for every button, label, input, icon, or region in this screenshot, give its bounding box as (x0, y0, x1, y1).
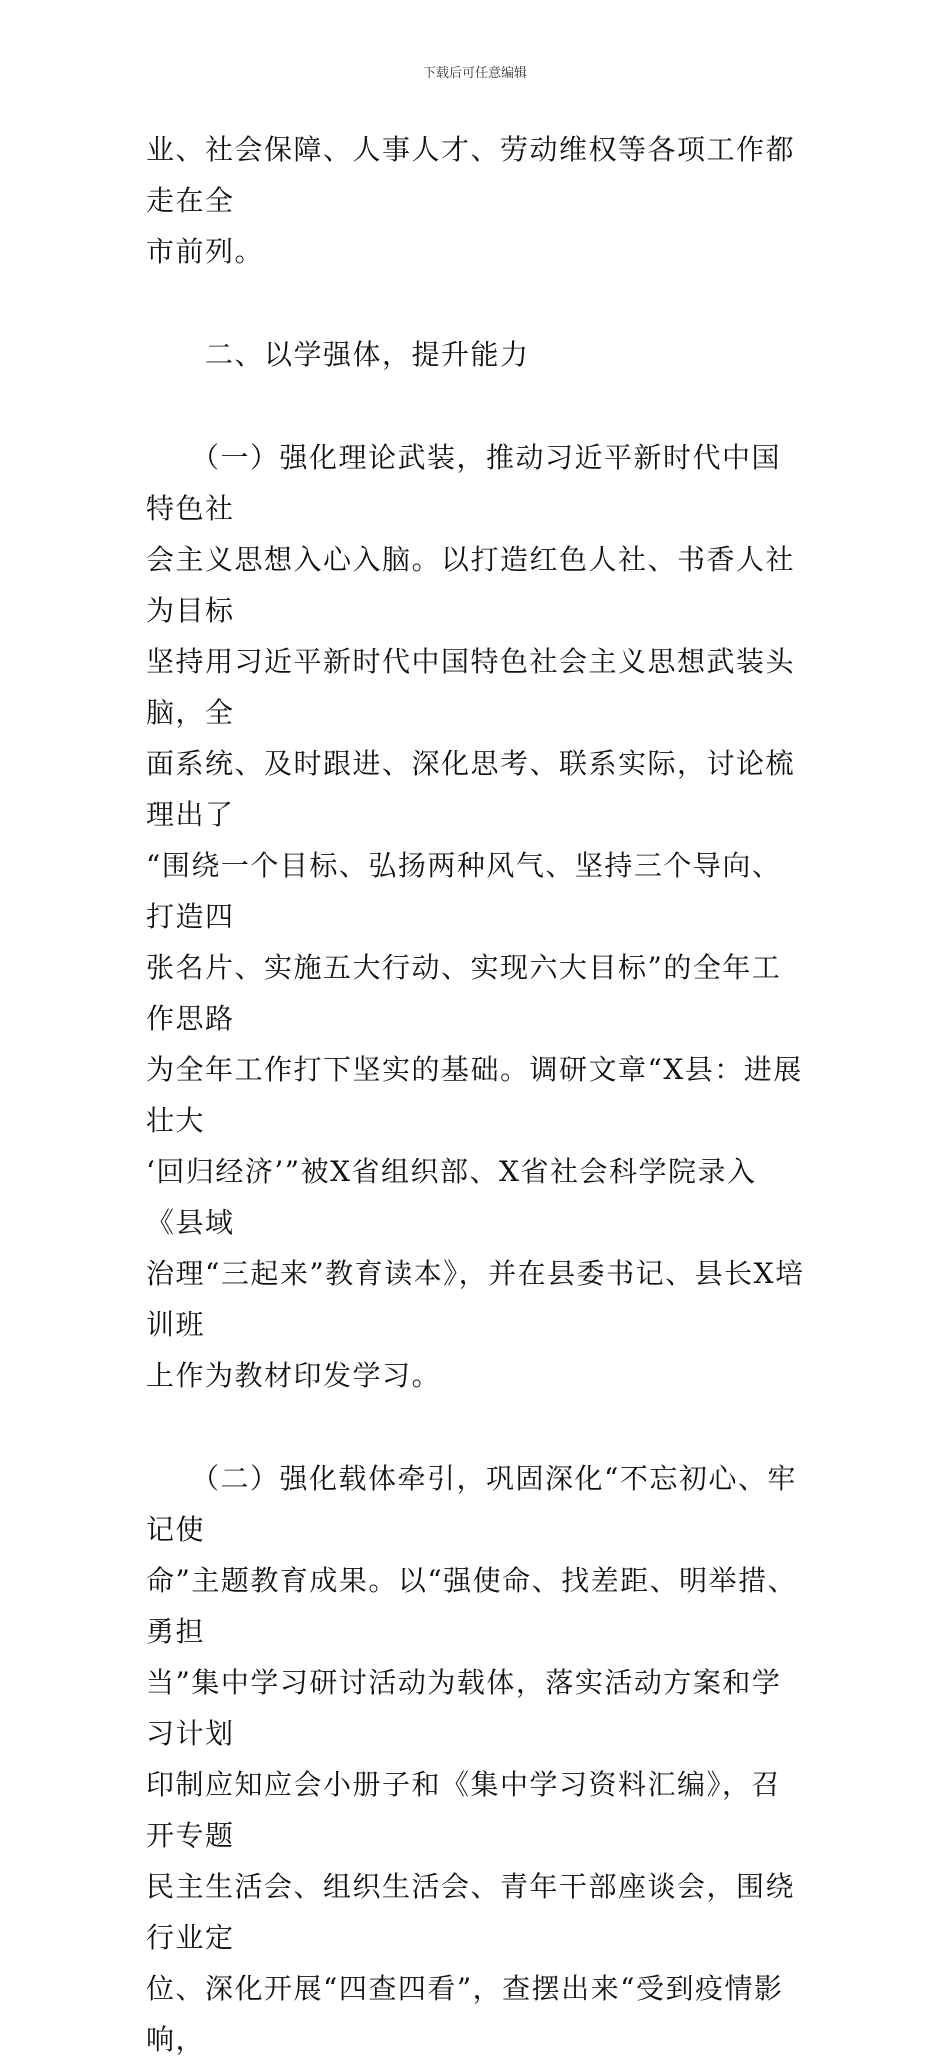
text-line: （一）强化理论武装，推动习近平新时代中国特色社 (146, 441, 782, 525)
text-line: ‘回归经济’”被X省组织部、X省社会科学院录入《县域 (146, 1155, 757, 1239)
text-line: 业、社会保障、人事人才、劳动维权等各项工作都走在全 (146, 133, 796, 217)
paragraph-gap (146, 380, 806, 432)
text-line: “围绕一个目标、弘扬两种风气、坚持三个导向、打造四 (146, 849, 782, 933)
text-line: 市前列。 (146, 235, 265, 268)
paragraph-gap (146, 277, 806, 329)
heading-line: 二、以学强体，提升能力 (146, 338, 530, 371)
text-line: 命”主题教育成果。以“强使命、找差距、明举措、勇担 (146, 1564, 798, 1648)
page-header: 下载后可任意编辑 (422, 66, 527, 81)
text-line: 位、深化开展“四查四看”，查摆出来“受到疫情影响， (146, 1972, 784, 2056)
text-line: 上作为教材印发学习。 (146, 1359, 442, 1392)
paragraph-gap (146, 1401, 806, 1453)
text-line: 民主生活会、组织生活会、青年干部座谈会，围绕行业定 (146, 1870, 796, 1954)
text-line: 张名片、实施五大行动、实现六大目标”的全年工作思路 (146, 951, 782, 1035)
text-line: 印制应知应会小册子和《集中学习资料汇编》，召开专题 (146, 1768, 782, 1852)
paragraph-continuation (146, 124, 806, 277)
text-line: 会主义思想入心入脑。以打造红色人社、书香人社为目标 (146, 543, 796, 627)
document-body (146, 124, 806, 2065)
paragraph-two (146, 1453, 806, 2065)
text-line: 治理“三起来”教育读本》，并在县委书记、县长X培训班 (146, 1257, 805, 1341)
paragraph-one (146, 432, 806, 1401)
text-line: 坚持用习近平新时代中国特色社会主义思想武装头脑，全 (146, 645, 796, 729)
section-heading (146, 329, 806, 380)
text-line: （二）强化载体牵引，巩固深化“不忘初心、牢记使 (146, 1462, 797, 1546)
text-line: 当”集中学习研讨活动为载体，落实活动方案和学习计划 (146, 1666, 782, 1750)
text-line: 面系统、及时跟进、深化思考、联系实际，讨论梳理出了 (146, 747, 796, 831)
text-line: 为全年工作打下坚实的基础。调研文章“X县：进展壮大 (146, 1053, 803, 1137)
